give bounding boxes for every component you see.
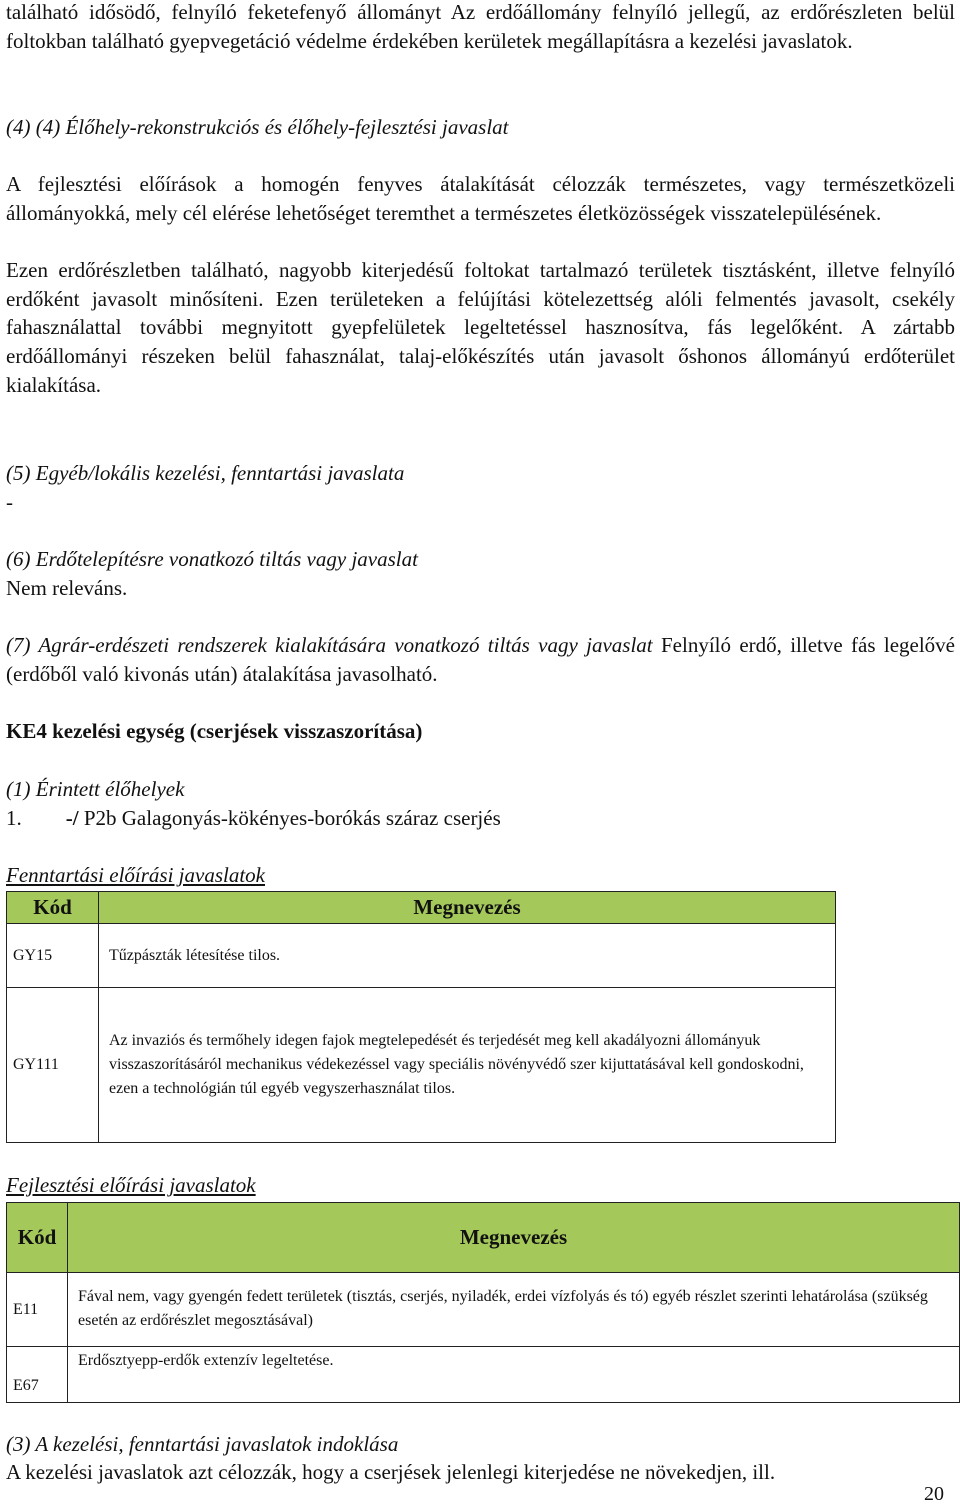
section6-value: Nem releváns.	[6, 576, 128, 600]
section4-paragraph-2: Ezen erdőrészletben található, nagyobb kiterjedésű foltokat tartalmazó területek tisztásként, illetve felnyíló erdőként javasolt minősíteni. Ezen területeken a felújítási kötelezettség alóli felmentés javasolt, csekély fahasználattal további megnyitott gyepfelületek legeltetéssel hasznosítva, fás legelőként. A zártabb erdőállományi részeken belül fahasználat, talaj-előkészítés után javasolt őshonos állományú erdőterület kialakítása.	[6, 258, 955, 397]
section6-heading: (6) Erdőtelepítésre vonatkozó tiltás vagy javaslat	[6, 547, 418, 571]
development-table-title: Fejlesztési előírási javaslatok	[6, 1173, 256, 1197]
maint-header-code: Kód	[7, 892, 99, 924]
affected-habitats-heading: (1) Érintett élőhelyek	[6, 777, 185, 801]
section4-heading: (4) (4) Élőhely-rekonstrukciós és élőhely-fejlesztési javaslat	[6, 115, 509, 139]
affected-habitat-item	[6, 804, 955, 832]
section5-value: -	[6, 490, 13, 514]
page-number: 20	[924, 1483, 944, 1505]
maint-desc: Az invaziós és termőhely idegen fajok megtelepedését és terjedését meg kell akadályozni állományuk visszaszorításáról mechanikus védekezéssel vagy speciális növényvédő szer kijuttatásával kell gondoskodni, ezen a technológián túl egyéb vegyszerhasználat tilos.	[99, 988, 836, 1143]
item-text: P2b Galagonyás-kökényes-borókás száraz cserjés	[78, 806, 501, 830]
maintenance-table	[6, 891, 836, 1143]
dev-header-code: Kód	[7, 1203, 68, 1273]
section7-heading: (7) Agrár-erdészeti rendszerek kialakítására vonatkozó tiltás vagy javaslat	[6, 633, 653, 657]
item-number: 1.	[6, 806, 22, 830]
dev-desc: Erdősztyepp-erdők extenzív legeltetése.	[68, 1347, 960, 1403]
section3-text: A kezelési javaslatok azt célozzák, hogy a cserjések jelenlegi kiterjedése ne növekedjen, ill.	[6, 1460, 776, 1484]
table-row	[7, 988, 836, 1143]
item-dash: -/	[65, 806, 79, 830]
dev-header-name: Megnevezés	[68, 1203, 960, 1273]
section4-paragraph-1: A fejlesztési előírások a homogén fenyves átalakítását célozzák természetes, vagy természetközeli állományokká, mely cél elérése lehetőséget teremthet a természetes életközösségek visszatelepülésének.	[6, 172, 955, 225]
table-row	[7, 1347, 960, 1403]
table-row	[7, 1273, 960, 1347]
section7-paragraph	[6, 631, 955, 688]
dev-code: E11	[7, 1273, 68, 1347]
section5-heading: (5) Egyéb/lokális kezelési, fenntartási javaslata	[6, 461, 405, 485]
table-row	[7, 924, 836, 988]
maint-desc: Tűzpászták létesítése tilos.	[99, 924, 836, 988]
ke4-heading: KE4 kezelési egység (cserjések visszaszorítása)	[6, 719, 423, 743]
dev-code: E67	[7, 1347, 68, 1403]
dev-desc: Fával nem, vagy gyengén fedett területek (tisztás, cserjés, nyiladék, erdei vízfolyás és tó) egyéb részlet szerinti lehatárolása (szükség esetén az erdőrészlet megosztásával)	[68, 1273, 960, 1347]
section3-heading: (3) A kezelési, fenntartási javaslatok indoklása	[6, 1432, 399, 1456]
section7-text: Felnyíló erdő, illetve fás legelővé (erdőből való kivonás után) átalakítása javasolható.	[6, 633, 955, 686]
development-table	[6, 1202, 960, 1403]
maint-header-name: Megnevezés	[99, 892, 836, 924]
intro-paragraph: található idősödő, felnyíló feketefenyő állományt Az erdőállomány felnyíló jellegű, az erdőrészleten belül foltokban található gyepvegetáció védelme érdekében kerületek megállapításra a kezelési javaslatok.	[6, 0, 955, 53]
maint-code: GY111	[7, 988, 99, 1143]
maint-code: GY15	[7, 924, 99, 988]
maintenance-table-title: Fenntartási előírási javaslatok	[6, 863, 265, 887]
